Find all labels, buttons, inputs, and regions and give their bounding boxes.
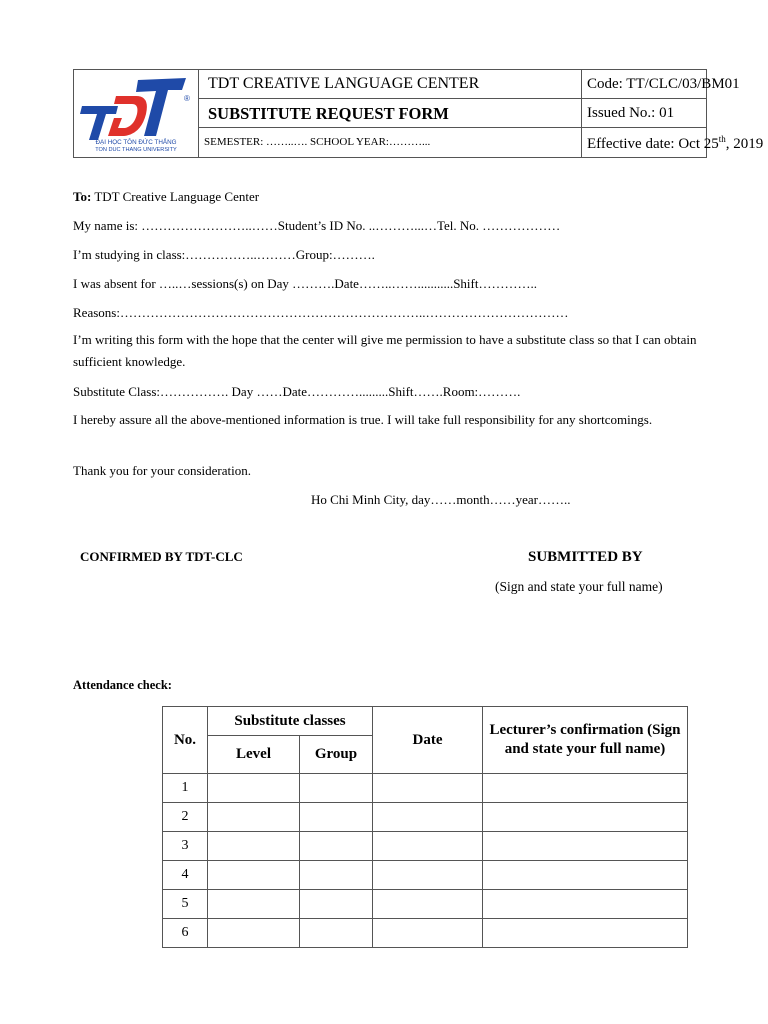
row-number: 2 — [163, 803, 208, 832]
lecturer-cell[interactable] — [483, 832, 688, 861]
logo-cell — [74, 70, 199, 157]
assure-paragraph: I hereby assure all the above-mentioned information is true. I will take full responsibility for any shortcomings. — [73, 412, 653, 427]
semester-line: SEMESTER: ……..…. SCHOOL YEAR:………... — [204, 136, 431, 148]
logo-line1: ĐẠI HỌC TÔN ĐỨC THẮNG — [95, 139, 177, 146]
name-line: My name is: ……………………..……Student’s ID No. ..………...…Tel. No. ……………… — [73, 218, 561, 233]
attendance-table — [162, 706, 688, 948]
issued-no: Issued No.: 01 — [587, 105, 675, 121]
level-cell[interactable] — [208, 919, 300, 948]
group-cell[interactable] — [300, 919, 373, 948]
sign-note: (Sign and state your full name) — [495, 579, 663, 594]
row-number: 4 — [163, 861, 208, 890]
hope-paragraph: I’m writing this form with the hope that the center will give me permission to have a substitute class so that I can obtain sufficient knowledge. — [73, 332, 697, 369]
table-row — [163, 774, 688, 803]
date-cell[interactable] — [373, 803, 483, 832]
confirmed-by: CONFIRMED BY TDT-CLC — [80, 549, 243, 564]
row-number: 5 — [163, 890, 208, 919]
form-title: SUBSTITUTE REQUEST FORM — [208, 104, 449, 123]
logo-d — [108, 96, 147, 136]
table-row — [163, 832, 688, 861]
lecturer-cell[interactable] — [483, 803, 688, 832]
group-cell[interactable] — [300, 803, 373, 832]
tdt-logo — [78, 74, 194, 154]
group-cell[interactable] — [300, 774, 373, 803]
date-cell[interactable] — [373, 919, 483, 948]
col-no: No. — [163, 707, 208, 774]
date-cell[interactable] — [373, 832, 483, 861]
thanks-line: Thank you for your consideration. — [73, 463, 251, 478]
place-date-line: Ho Chi Minh City, day……month……year…….. — [311, 492, 571, 507]
table-row — [163, 890, 688, 919]
col-substitute: Substitute classes — [208, 707, 373, 736]
form-code: Code: TT/CLC/03/BM01 — [587, 76, 740, 92]
submitted-by: SUBMITTED BY — [528, 549, 643, 565]
group-cell[interactable] — [300, 890, 373, 919]
reasons-line: Reasons:……………………………………………………………..…………………………… — [73, 305, 569, 320]
row-number: 3 — [163, 832, 208, 861]
col-date: Date — [373, 707, 483, 774]
class-line: I’m studying in class:……………..………Group:………. — [73, 247, 375, 262]
table-row — [163, 861, 688, 890]
to-line — [73, 189, 259, 205]
effective-date: Effective date: Oct 25th, 2019 — [587, 134, 764, 152]
to-value: TDT Creative Language Center — [91, 189, 260, 204]
date-cell[interactable] — [373, 774, 483, 803]
col-level: Level — [208, 736, 300, 774]
lecturer-cell[interactable] — [483, 774, 688, 803]
substitute-line: Substitute Class:……………. Day ……Date………….........Shift…….Room:………. — [73, 384, 521, 399]
table-row — [163, 919, 688, 948]
col-group: Group — [300, 736, 373, 774]
col-lecturer: Lecturer’s confirmation (Sign and state your full name) — [483, 707, 688, 774]
lecturer-cell[interactable] — [483, 890, 688, 919]
to-label: To: — [73, 189, 92, 204]
lecturer-cell[interactable] — [483, 919, 688, 948]
center-name: TDT CREATIVE LANGUAGE CENTER — [208, 75, 480, 92]
group-cell[interactable] — [300, 861, 373, 890]
row-number: 6 — [163, 919, 208, 948]
group-cell[interactable] — [300, 832, 373, 861]
form-header — [73, 69, 764, 158]
level-cell[interactable] — [208, 832, 300, 861]
attendance-title: Attendance check: — [73, 678, 172, 692]
row-number: 1 — [163, 774, 208, 803]
level-cell[interactable] — [208, 774, 300, 803]
date-cell[interactable] — [373, 890, 483, 919]
logo-registered: ® — [184, 94, 190, 103]
header-middle — [198, 70, 582, 157]
logo-line2: TON DUC THANG UNIVERSITY — [95, 147, 177, 153]
absent-line: I was absent for …..…sessions(s) on Day ……….Date……..……...........Shift………….. — [73, 276, 537, 291]
level-cell[interactable] — [208, 861, 300, 890]
table-row — [163, 803, 688, 832]
level-cell[interactable] — [208, 890, 300, 919]
date-cell[interactable] — [373, 861, 483, 890]
level-cell[interactable] — [208, 803, 300, 832]
lecturer-cell[interactable] — [483, 861, 688, 890]
header-right — [582, 70, 764, 157]
